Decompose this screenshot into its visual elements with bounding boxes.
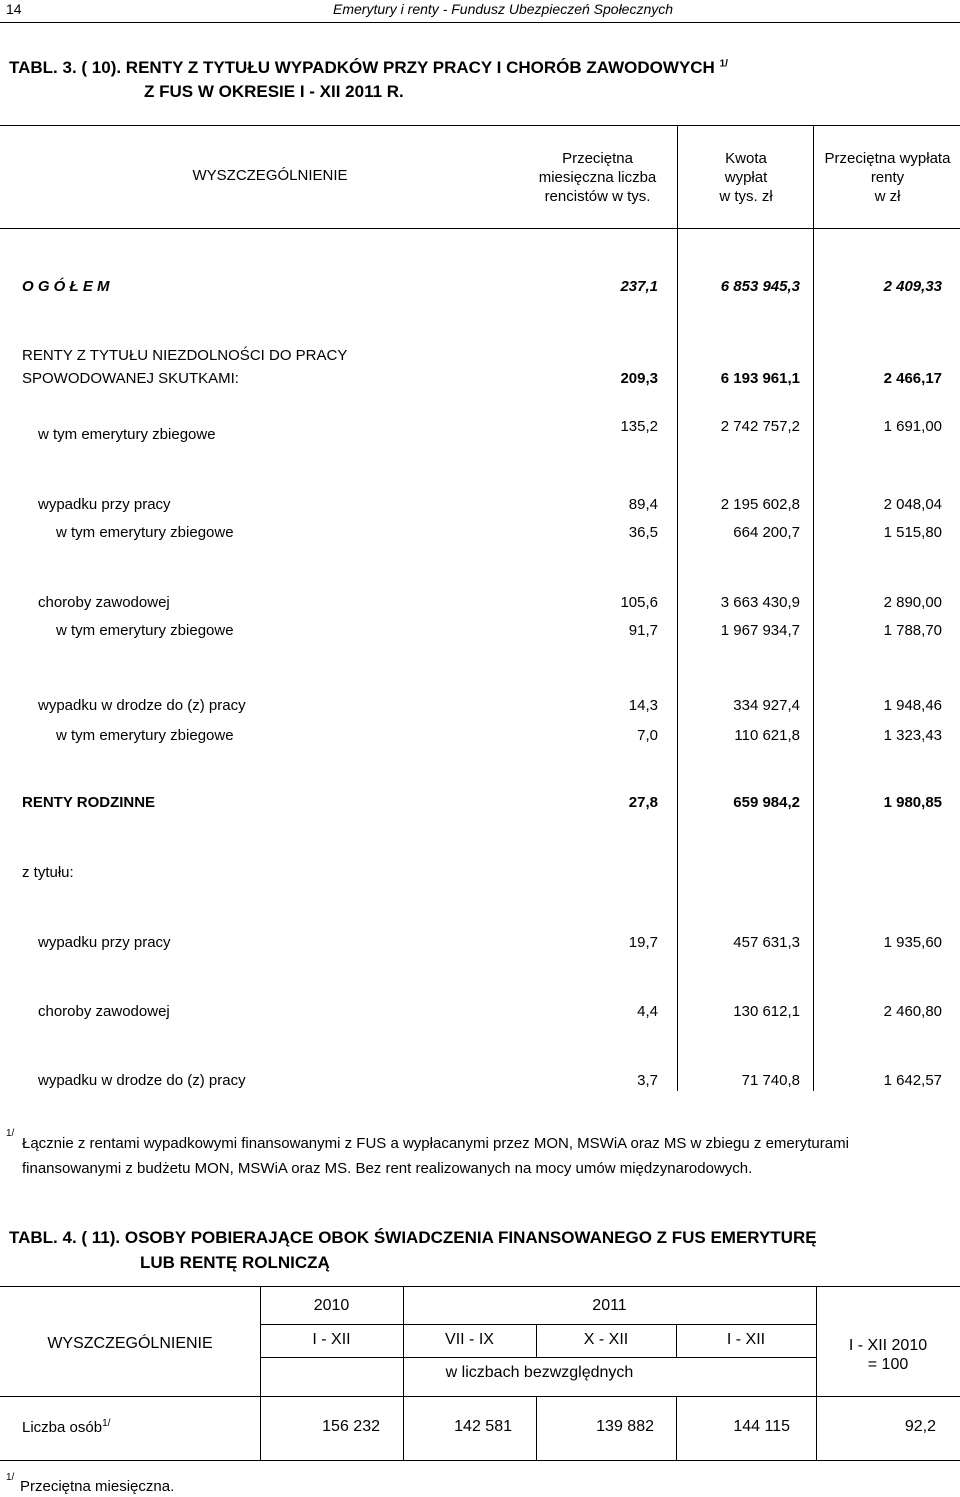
table4-bottom-border bbox=[0, 1460, 960, 1461]
row-value-2: 110 621,8 bbox=[734, 727, 800, 744]
table4-vline-3b bbox=[536, 1396, 537, 1460]
row-label: z tytułu: bbox=[22, 864, 74, 881]
row-label: w tym emerytury zbiegowe bbox=[56, 622, 234, 639]
row-value-1: 209,3 bbox=[620, 370, 658, 387]
row-value-3: 2 409,33 bbox=[883, 278, 942, 295]
row-label: w tym emerytury zbiegowe bbox=[56, 524, 234, 541]
row-value-3: 2 048,04 bbox=[883, 496, 942, 513]
table4-footnote: Przeciętna miesięczna. bbox=[20, 1478, 175, 1495]
table3-col1-header bbox=[520, 149, 675, 206]
table4-unit-note: w liczbach bezwzględnych bbox=[445, 1364, 634, 1381]
table3-top-border bbox=[0, 125, 960, 126]
row-value-2: 2 742 757,2 bbox=[720, 418, 800, 435]
table4-period-2: VII - IX bbox=[445, 1331, 494, 1348]
row-value-1: 4,4 bbox=[637, 1003, 658, 1020]
table4-col-spec: WYSZCZEGÓLNIENIE bbox=[47, 1335, 213, 1352]
table4-index-line2: = 100 bbox=[867, 1356, 909, 1373]
row-label: SPOWODOWANEJ SKUTKAMI: bbox=[22, 370, 239, 387]
col1-line1: Przeciętna bbox=[562, 150, 633, 167]
row-value-2: 130 612,1 bbox=[733, 1003, 800, 1020]
row-value-1: 135,2 bbox=[620, 418, 658, 435]
row-value-3: 2 890,00 bbox=[883, 594, 942, 611]
row-label: wypadku przy pracy bbox=[38, 934, 171, 951]
table4-year-2010: 2010 bbox=[313, 1297, 350, 1314]
col1-line2: miesięczna liczba bbox=[538, 169, 657, 186]
table4-year-rule bbox=[260, 1324, 816, 1325]
table3-header-border bbox=[0, 228, 960, 229]
table3-col2-header bbox=[680, 149, 812, 206]
table3-col-spec: WYSZCZEGÓLNIENIE bbox=[192, 167, 348, 184]
row-value-1: 19,7 bbox=[628, 934, 658, 951]
row-value-2: 457 631,3 bbox=[733, 934, 800, 951]
row-label: w tym emerytury zbiegowe bbox=[56, 727, 234, 744]
row-value-2: 3 663 430,9 bbox=[720, 594, 800, 611]
page-number: 14 bbox=[6, 1, 22, 17]
table3-footnote-line2: finansowanymi z budżetu MON, MSWiA oraz MS. Bez rent realizowanych na mocy umów międzynarodowych. bbox=[22, 1160, 753, 1177]
col1-line3: rencistów w tys. bbox=[544, 188, 651, 205]
row-value-3: 2 460,80 bbox=[883, 1003, 942, 1020]
row-value-1: 156 232 bbox=[322, 1418, 380, 1435]
table4-vline-4b bbox=[676, 1396, 677, 1460]
col3-line1: Przeciętna wypłata bbox=[824, 150, 951, 167]
table4-year-2011: 2011 bbox=[592, 1297, 627, 1314]
row-value-1: 27,8 bbox=[628, 794, 658, 811]
row-value-1: 91,7 bbox=[628, 622, 658, 639]
row-label: wypadku w drodze do (z) pracy bbox=[38, 1072, 246, 1089]
row-label bbox=[22, 1418, 110, 1436]
row-value-1: 36,5 bbox=[628, 524, 658, 541]
row-label: choroby zawodowej bbox=[38, 1003, 170, 1020]
row-value-1: 105,6 bbox=[620, 594, 658, 611]
row-value-2: 664 200,7 bbox=[733, 524, 800, 541]
row-value-3: 2 466,17 bbox=[883, 370, 942, 387]
row-value-1: 14,3 bbox=[628, 697, 658, 714]
row-value-3: 1 948,46 bbox=[883, 697, 942, 714]
table4-footnote-sup: 1/ bbox=[6, 1472, 15, 1483]
row-value-3: 1 691,00 bbox=[883, 418, 942, 435]
row-value-1: 3,7 bbox=[637, 1072, 658, 1089]
row-value-2: 2 195 602,8 bbox=[720, 496, 800, 513]
row-value-1: 89,4 bbox=[628, 496, 658, 513]
table4-title-line2: LUB RENTĘ ROLNICZĄ bbox=[140, 1253, 330, 1272]
row-value-1: 237,1 bbox=[620, 278, 658, 295]
row-value-3: 139 882 bbox=[596, 1418, 654, 1435]
row-label: wypadku przy pracy bbox=[38, 496, 171, 513]
row-value-3: 1 980,85 bbox=[883, 794, 942, 811]
row-value-2: 142 581 bbox=[454, 1418, 512, 1435]
table4-index-line1: I - XII 2010 bbox=[848, 1337, 928, 1354]
row-value-2: 659 984,2 bbox=[733, 794, 800, 811]
row-label: w tym emerytury zbiegowe bbox=[38, 426, 216, 443]
row-value-2: 334 927,4 bbox=[733, 697, 800, 714]
col3-line2: renty bbox=[870, 169, 905, 186]
row-value-2: 6 193 961,1 bbox=[720, 370, 800, 387]
table3-footnote-sup: 1/ bbox=[6, 1128, 15, 1139]
table3-vline-2 bbox=[813, 125, 814, 1091]
row-value-2: 1 967 934,7 bbox=[720, 622, 800, 639]
col2-line2: wypłat bbox=[724, 169, 768, 186]
row-label-sup: 1/ bbox=[102, 1418, 111, 1429]
row-label: choroby zawodowej bbox=[38, 594, 170, 611]
row-value-2: 71 740,8 bbox=[741, 1072, 800, 1089]
table4-period-rule bbox=[260, 1357, 816, 1358]
table3-title bbox=[9, 58, 728, 78]
row-value-3: 1 935,60 bbox=[883, 934, 942, 951]
table4-period-4: I - XII bbox=[726, 1331, 766, 1348]
row-label: RENTY RODZINNE bbox=[22, 794, 156, 811]
row-label-line1: RENTY Z TYTUŁU NIEZDOLNOŚCI DO PRACY bbox=[22, 347, 348, 364]
table3-title-sup: 1/ bbox=[719, 58, 728, 70]
row-value-2: 6 853 945,3 bbox=[720, 278, 800, 295]
table3-footnote-line1: Łącznie z rentami wypadkowymi finansowanymi z FUS a wypłacanymi przez MON, MSWiA oraz MS w zbiegu z emeryturami bbox=[22, 1135, 849, 1152]
table3-title-line2: Z FUS W OKRESIE I - XII 2011 R. bbox=[144, 82, 404, 101]
table4-period-3: X - XII bbox=[583, 1331, 629, 1348]
table3-col3-header bbox=[815, 149, 960, 206]
running-title: Emerytury i renty - Fundusz Ubezpieczeń Społecznych bbox=[333, 1, 674, 17]
table4-index-header bbox=[816, 1336, 960, 1374]
table3-vline-1 bbox=[677, 125, 678, 1091]
row-value-3: 1 323,43 bbox=[883, 727, 942, 744]
row-value-5: 92,2 bbox=[904, 1418, 936, 1435]
row-value-3: 1 788,70 bbox=[883, 622, 942, 639]
row-value-1: 7,0 bbox=[637, 727, 658, 744]
col3-line3: w zł bbox=[874, 188, 901, 205]
table3-title-line1: TABL. 3. ( 10). RENTY Z TYTUŁU WYPADKÓW PRZY PRACY I CHORÓB ZAWODOWYCH bbox=[9, 58, 715, 77]
col2-line1: Kwota bbox=[725, 150, 767, 167]
row-label-text: Liczba osób bbox=[22, 1419, 103, 1436]
row-value-3: 1 515,80 bbox=[883, 524, 942, 541]
row-label: wypadku w drodze do (z) pracy bbox=[38, 697, 246, 714]
row-label: O G Ó Ł E M bbox=[22, 278, 110, 295]
col2-line3: w tys. zł bbox=[719, 188, 773, 205]
row-value-4: 144 115 bbox=[733, 1418, 790, 1435]
row-value-3: 1 642,57 bbox=[883, 1072, 942, 1089]
table4-title-line1: TABL. 4. ( 11). OSOBY POBIERAJĄCE OBOK ŚWIADCZENIA FINANSOWANEGO Z FUS EMERYTURĘ bbox=[9, 1228, 817, 1247]
table4-period-1: I - XII bbox=[312, 1331, 351, 1348]
